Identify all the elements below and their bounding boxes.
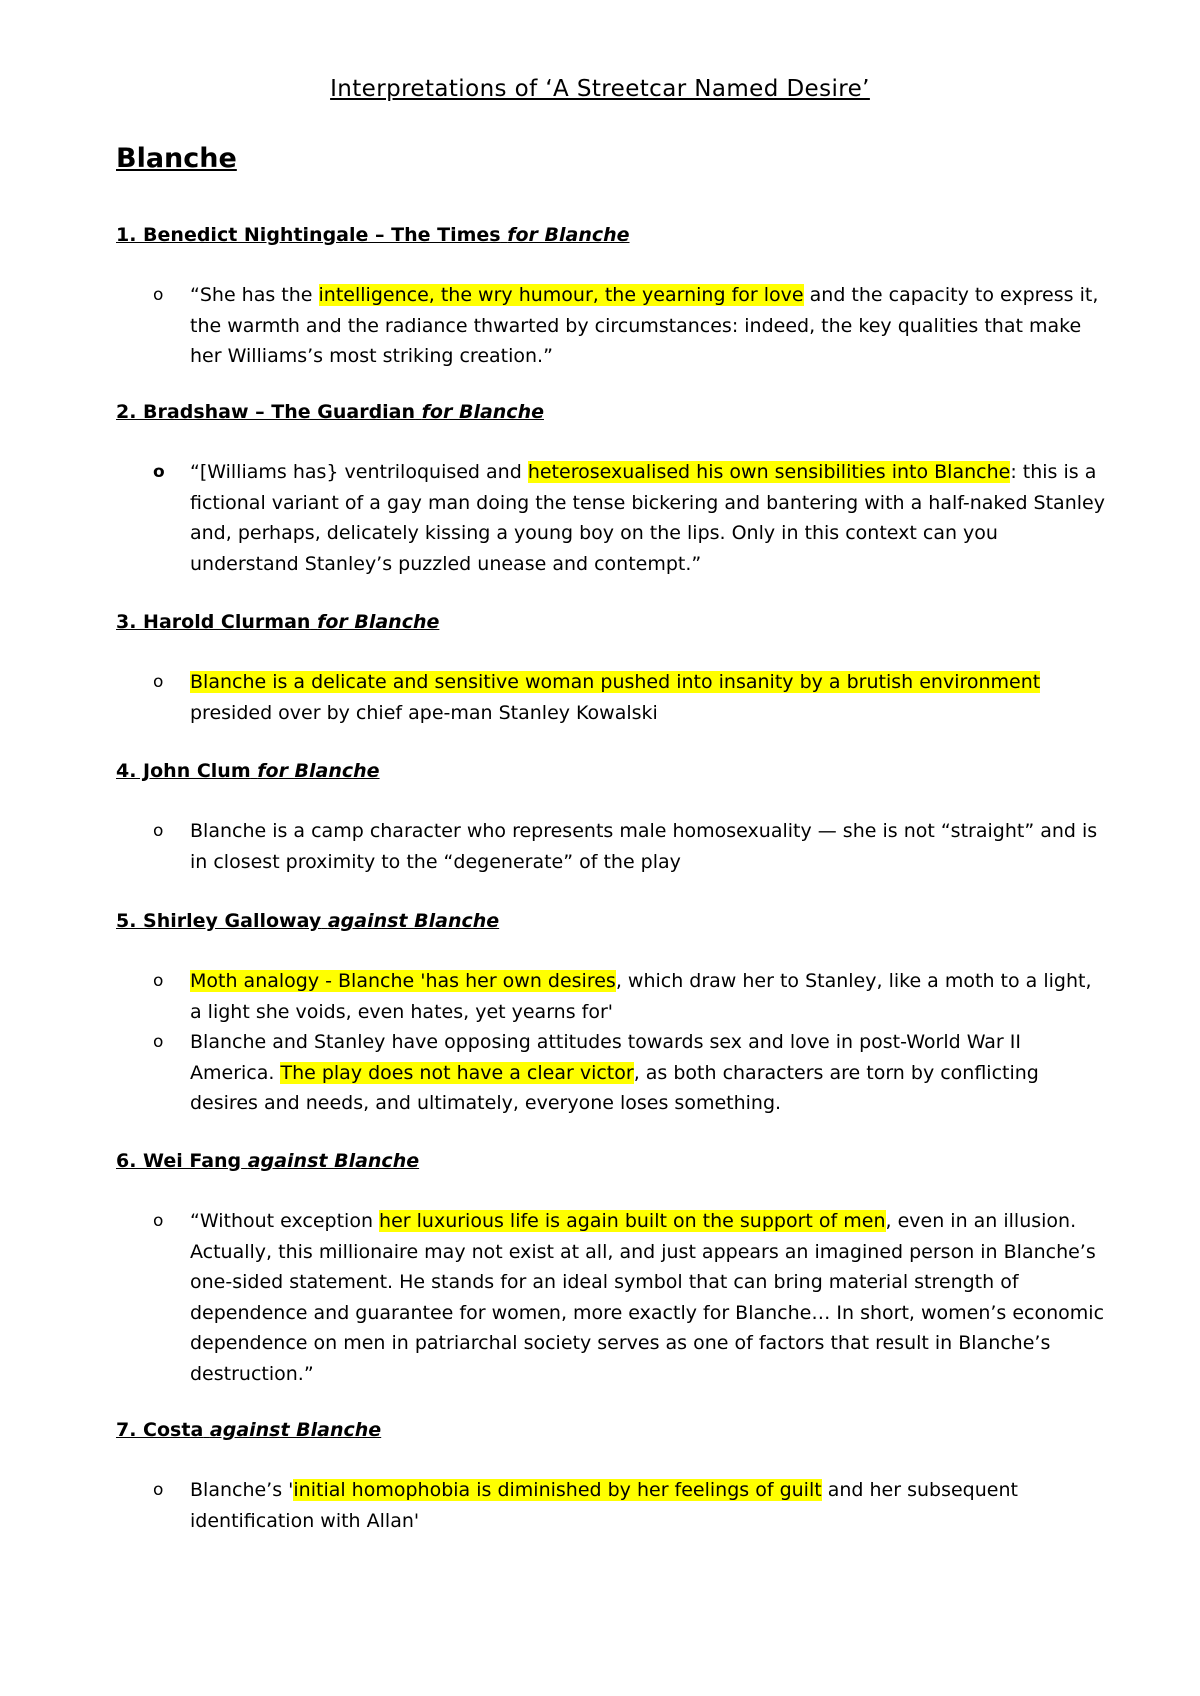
critic-heading: 7. Costa against Blanche	[116, 1419, 382, 1441]
highlighted-text: Blanche is a delicate and sensitive woman pushed into insanity by a brutish environment	[190, 671, 1041, 693]
critic-heading: 1. Benedict Nightingale – The Times for Blanche	[116, 224, 630, 246]
highlighted-text: The play does not have a clear victor	[280, 1061, 634, 1084]
highlighted-text: initial homophobia is diminished by her feelings of guilt	[293, 1479, 822, 1501]
circle-bullet-icon: o	[153, 1032, 164, 1052]
highlighted-text: Moth analogy - Blanche 'has her own desires	[190, 970, 616, 992]
circle-bullet-icon: o	[153, 821, 164, 841]
critic-heading: 5. Shirley Galloway against Blanche	[116, 910, 500, 932]
circle-bullet-icon: o	[153, 1211, 164, 1231]
critic-heading: 3. Harold Clurman for Blanche	[116, 611, 440, 633]
highlighted-text: heterosexualised his own sensibilities into Blanche	[527, 461, 1011, 483]
critic-entry	[116, 1418, 1106, 1536]
highlighted-text: intelligence, the wry humour, the yearning for love	[318, 284, 804, 306]
critic-entry	[116, 1149, 1106, 1389]
circle-bullet-icon: o	[153, 462, 165, 482]
critic-heading: 2. Bradshaw – The Guardian for Blanche	[116, 401, 544, 423]
critic-entry	[116, 223, 1106, 372]
list-item: o “[Williams has} ventriloquised and heterosexualised his own sensibilities into Blanche: this is a fictional variant of a gay man doing the tense bickering and bantering with a half-naked Stanley and, perhaps, delicately kissing a young boy on the lips. Only in this context can you understand Stanley’s puzzled unease and contempt.”	[116, 457, 1106, 579]
highlighted-text: her luxurious life is again built on the support of men	[379, 1210, 886, 1232]
circle-bullet-icon: o	[153, 1480, 164, 1500]
section-heading: Blanche	[116, 143, 237, 174]
list-item: o Blanche is a delicate and sensitive woman pushed into insanity by a brutish environment presided over by chief ape-man Stanley Kowalski	[116, 667, 1106, 728]
critic-entry	[116, 759, 1106, 877]
list-item: o “She has the intelligence, the wry humour, the yearning for love and the capacity to express it, the warmth and the radiance thwarted by circumstances: indeed, the key qualities that make her Williams’s most striking creation.”	[116, 280, 1106, 372]
list-item: o Moth analogy - Blanche 'has her own desires, which draw her to Stanley, like a moth to a light, a light she voids, even hates, yet yearns for'	[116, 966, 1106, 1027]
circle-bullet-icon: o	[153, 971, 164, 991]
critic-entry	[116, 610, 1106, 728]
list-item: o Blanche and Stanley have opposing attitudes towards sex and love in post-World War II America. The play does not have a clear victor, as both characters are torn by conflicting desires and needs, and ultimately, everyone loses something.	[116, 1027, 1106, 1119]
critic-entry	[116, 400, 1106, 579]
critic-entry	[116, 909, 1106, 1119]
critic-heading: 6. Wei Fang against Blanche	[116, 1150, 420, 1172]
circle-bullet-icon: o	[153, 285, 164, 305]
list-item: o Blanche is a camp character who represents male homosexuality — she is not “straight” and is in closest proximity to the “degenerate” of the play	[116, 816, 1106, 877]
document-title: Interpretations of ‘A Streetcar Named Desire’	[330, 76, 870, 102]
circle-bullet-icon: o	[153, 672, 164, 692]
list-item: o “Without exception her luxurious life is again built on the support of men, even in an illusion. Actually, this millionaire may not exist at all, and just appears an imagined person in Blanche’s one-sided statement. He stands for an ideal symbol that can bring material strength of dependence and guarantee for women, more exactly for Blanche… In short, women’s economic dependence on men in patriarchal society serves as one of factors that result in Blanche’s destruction.”	[116, 1206, 1106, 1389]
critic-heading: 4. John Clum for Blanche	[116, 760, 380, 782]
list-item: o Blanche’s 'initial homophobia is diminished by her feelings of guilt and her subsequent identification with Allan'	[116, 1475, 1106, 1536]
